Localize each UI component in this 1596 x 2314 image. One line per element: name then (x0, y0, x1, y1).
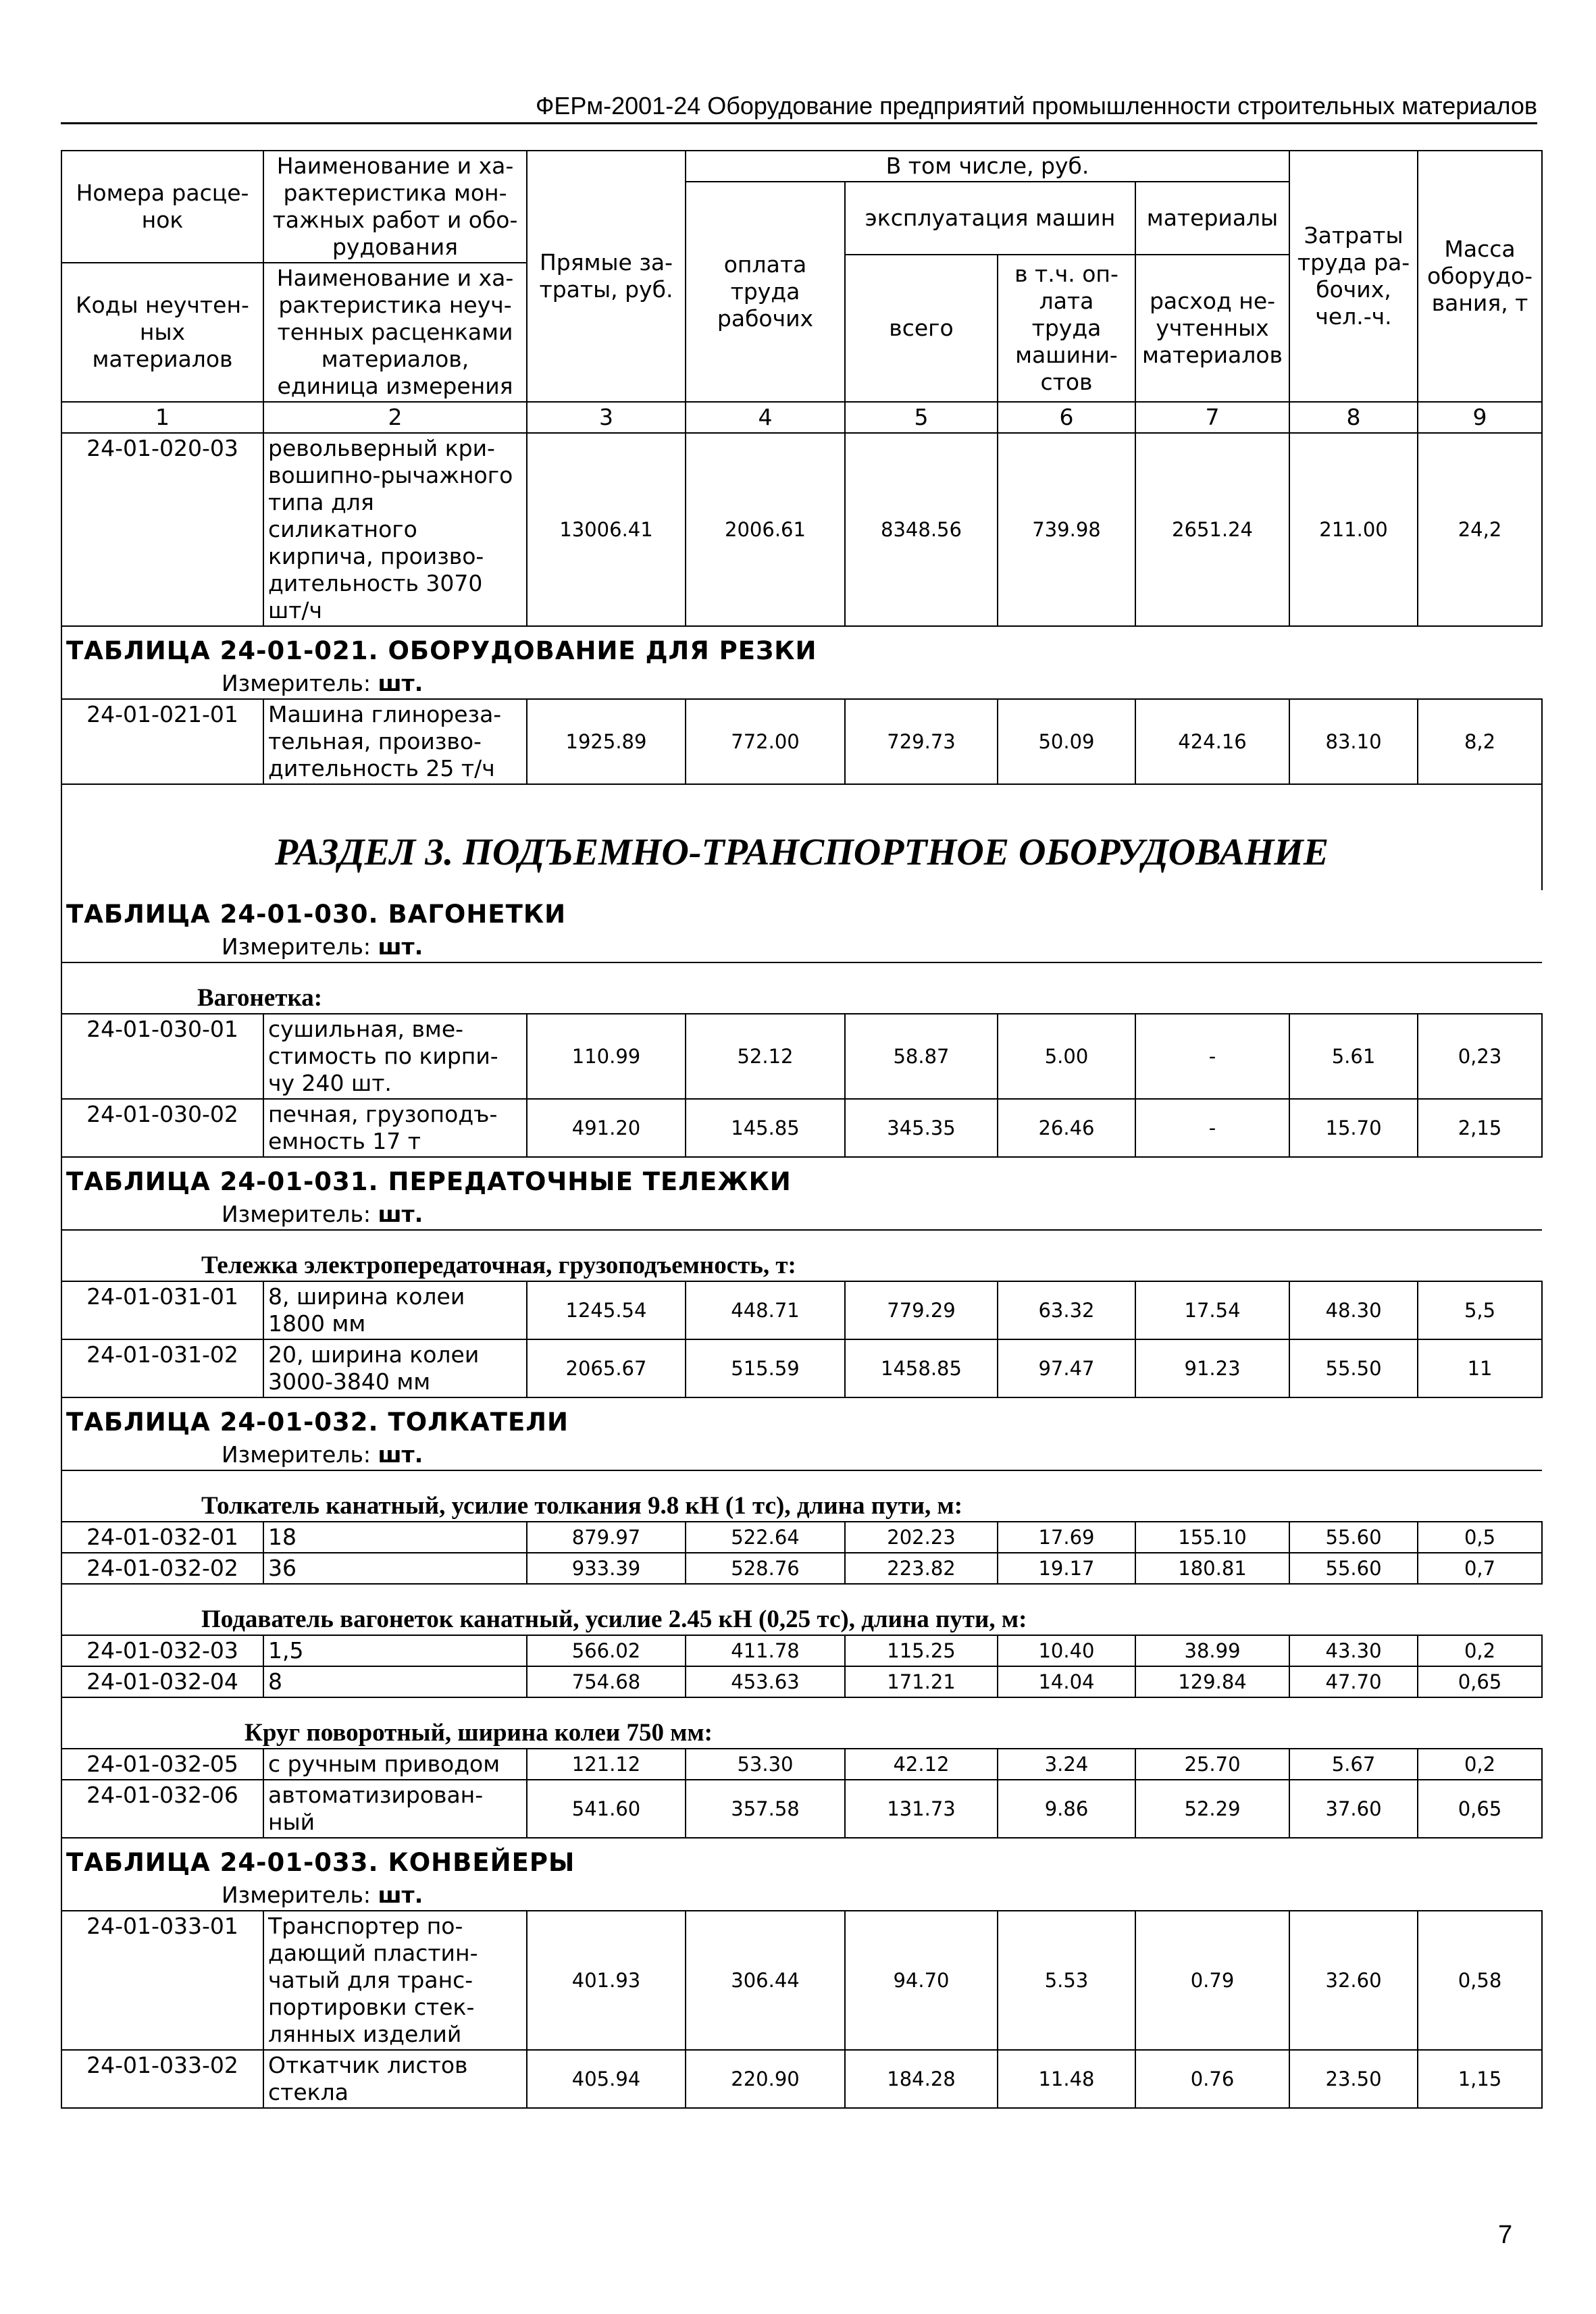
measure-unit: шт. (378, 670, 423, 696)
labor-hours: 15.70 (1289, 1099, 1418, 1157)
machines-total: 42.12 (845, 1749, 998, 1780)
machines-total: 202.23 (845, 1522, 998, 1553)
measure (61, 932, 1542, 962)
materials-cost: 0.79 (1135, 1911, 1289, 2050)
direct-costs: 13006.41 (527, 433, 686, 626)
operator-pay: 9.86 (998, 1780, 1135, 1838)
machines-total: 131.73 (845, 1780, 998, 1838)
machines-total: 345.35 (845, 1099, 998, 1157)
page-header: ФЕРм-2001-24 Оборудование предприятий промышленности строительных материалов (61, 91, 1537, 124)
equipment-mass: 2,15 (1418, 1099, 1542, 1157)
equipment-mass: 0,58 (1418, 1911, 1542, 2050)
table-row (61, 1553, 1542, 1584)
equipment-mass: 5,5 (1418, 1281, 1542, 1339)
labor-hours: 55.50 (1289, 1339, 1418, 1397)
table-row (61, 1339, 1542, 1397)
worker-pay: 448.71 (686, 1281, 845, 1339)
equipment-mass: 24,2 (1418, 433, 1542, 626)
direct-costs: 541.60 (527, 1780, 686, 1838)
worker-pay: 522.64 (686, 1522, 845, 1553)
equipment-mass: 0,5 (1418, 1522, 1542, 1553)
worker-pay: 411.78 (686, 1635, 845, 1666)
materials-cost: 155.10 (1135, 1522, 1289, 1553)
rate-code: 24-01-031-01 (61, 1281, 263, 1339)
equipment-mass: 0,23 (1418, 1014, 1542, 1099)
equipment-mass: 1,15 (1418, 2050, 1542, 2108)
rate-code: 24-01-031-02 (61, 1339, 263, 1397)
measure (61, 669, 1542, 699)
machines-total: 729.73 (845, 699, 998, 784)
direct-costs: 879.97 (527, 1522, 686, 1553)
subheading-row (61, 1584, 1542, 1635)
column-number: 1 (61, 402, 263, 433)
direct-costs: 754.68 (527, 1666, 686, 1697)
header-worker-pay: оплата труда рабочих (686, 182, 845, 402)
rate-code: 24-01-032-03 (61, 1635, 263, 1666)
column-number: 7 (1135, 402, 1289, 433)
measure-label: Измеритель: (222, 1441, 371, 1468)
column-number: 6 (998, 402, 1135, 433)
rate-name: 8 (263, 1666, 527, 1697)
equipment-mass: 0,2 (1418, 1635, 1542, 1666)
measure (61, 1880, 1542, 1911)
column-number: 2 (263, 402, 527, 433)
measure-unit: шт. (378, 1201, 423, 1227)
worker-pay: 145.85 (686, 1099, 845, 1157)
direct-costs: 566.02 (527, 1635, 686, 1666)
direct-costs: 121.12 (527, 1749, 686, 1780)
measure-label: Измеритель: (222, 933, 371, 960)
machines-total: 184.28 (845, 2050, 998, 2108)
worker-pay: 528.76 (686, 1553, 845, 1584)
labor-hours: 55.60 (1289, 1553, 1418, 1584)
measure (61, 1440, 1542, 1470)
column-numbers-row (61, 402, 1542, 433)
machines-total: 171.21 (845, 1666, 998, 1697)
operator-pay: 739.98 (998, 433, 1135, 626)
direct-costs: 491.20 (527, 1099, 686, 1157)
equipment-mass: 0,2 (1418, 1749, 1542, 1780)
table-row (61, 1522, 1542, 1553)
column-number: 5 (845, 402, 998, 433)
header-machines-total: всего (845, 255, 998, 402)
rate-code: 24-01-032-05 (61, 1749, 263, 1780)
labor-hours: 55.60 (1289, 1522, 1418, 1553)
column-number: 8 (1289, 402, 1418, 433)
materials-cost: - (1135, 1014, 1289, 1099)
equipment-mass: 0,65 (1418, 1666, 1542, 1697)
rate-name: 18 (263, 1522, 527, 1553)
labor-hours: 47.70 (1289, 1666, 1418, 1697)
rate-name: 20, ширина колеи 3000-3840 мм (263, 1339, 527, 1397)
equipment-mass: 0,65 (1418, 1780, 1542, 1838)
equipment-mass: 8,2 (1418, 699, 1542, 784)
labor-hours: 37.60 (1289, 1780, 1418, 1838)
materials-cost: - (1135, 1099, 1289, 1157)
table-row (61, 1780, 1542, 1838)
direct-costs: 110.99 (527, 1014, 686, 1099)
direct-costs: 2065.67 (527, 1339, 686, 1397)
operator-pay: 3.24 (998, 1749, 1135, 1780)
machines-total: 94.70 (845, 1911, 998, 2050)
rate-code: 24-01-021-01 (61, 699, 263, 784)
worker-pay: 53.30 (686, 1749, 845, 1780)
table-row (61, 1099, 1542, 1157)
operator-pay: 5.00 (998, 1014, 1135, 1099)
measure-unit: шт. (378, 1441, 423, 1468)
table-title-row (61, 1838, 1542, 1880)
page-number: 7 (1498, 2221, 1513, 2249)
labor-hours: 211.00 (1289, 433, 1418, 626)
table-row (61, 1749, 1542, 1780)
machines-total: 223.82 (845, 1553, 998, 1584)
subheading: Толкатель канатный, усилие толкания 9.8 кН (1 тс), длина пути, м: (61, 1470, 1542, 1522)
rate-name: 36 (263, 1553, 527, 1584)
rates-table (61, 150, 1543, 2109)
table-title: ТАБЛИЦА 24-01-031. ПЕРЕДАТОЧНЫЕ ТЕЛЕЖКИ (61, 1157, 1542, 1200)
materials-cost: 91.23 (1135, 1339, 1289, 1397)
measure-row (61, 932, 1542, 962)
worker-pay: 515.59 (686, 1339, 845, 1397)
header-in-total: В том числе, руб. (686, 151, 1289, 182)
operator-pay: 26.46 (998, 1099, 1135, 1157)
machines-total: 58.87 (845, 1014, 998, 1099)
worker-pay: 2006.61 (686, 433, 845, 626)
measure (61, 1200, 1542, 1230)
table-row (61, 699, 1542, 784)
worker-pay: 52.12 (686, 1014, 845, 1099)
labor-hours: 83.10 (1289, 699, 1418, 784)
header-direct-costs: Прямые за-траты, руб. (527, 151, 686, 402)
table-title-row (61, 1157, 1542, 1200)
table-row (61, 433, 1542, 626)
subheading-row (61, 1470, 1542, 1522)
header-unaccounted-materials: расход не-учтенных материалов (1135, 255, 1289, 402)
worker-pay: 357.58 (686, 1780, 845, 1838)
table-row (61, 2050, 1542, 2108)
direct-costs: 1245.54 (527, 1281, 686, 1339)
labor-hours: 48.30 (1289, 1281, 1418, 1339)
materials-cost: 424.16 (1135, 699, 1289, 784)
operator-pay: 19.17 (998, 1553, 1135, 1584)
operator-pay: 11.48 (998, 2050, 1135, 2108)
subheading: Тележка электропередаточная, грузоподъемность, т: (61, 1230, 1542, 1281)
header-equipment-mass: Масса оборудо-вания, т (1418, 151, 1542, 402)
subheading: Подаватель вагонеток канатный, усилие 2.45 кН (0,25 тс), длина пути, м: (61, 1584, 1542, 1635)
direct-costs: 1925.89 (527, 699, 686, 784)
header-rate-numbers: Номера расце-нок (61, 151, 263, 263)
rate-name: печная, грузоподъ-емность 17 т (263, 1099, 527, 1157)
table-title: ТАБЛИЦА 24-01-030. ВАГОНЕТКИ (61, 890, 1542, 932)
materials-cost: 25.70 (1135, 1749, 1289, 1780)
subheading-row (61, 1697, 1542, 1749)
rate-code: 24-01-033-01 (61, 1911, 263, 2050)
measure-row (61, 1200, 1542, 1230)
section-row (61, 784, 1542, 890)
header-materials-name: Наименование и ха-рактеристика неуч-тенных расценками материалов, единица измерения (263, 263, 527, 402)
operator-pay: 5.53 (998, 1911, 1135, 2050)
table-title: ТАБЛИЦА 24-01-021. ОБОРУДОВАНИЕ ДЛЯ РЕЗКИ (61, 626, 1542, 669)
measure-label: Измеритель: (222, 1882, 371, 1908)
rate-code: 24-01-032-04 (61, 1666, 263, 1697)
materials-cost: 52.29 (1135, 1780, 1289, 1838)
measure-row (61, 1880, 1542, 1911)
rate-name: с ручным приводом (263, 1749, 527, 1780)
labor-hours: 32.60 (1289, 1911, 1418, 2050)
rate-code: 24-01-033-02 (61, 2050, 263, 2108)
subheading: Вагонетка: (61, 962, 1542, 1014)
subheading-row (61, 1230, 1542, 1281)
materials-cost: 38.99 (1135, 1635, 1289, 1666)
table-row (61, 1635, 1542, 1666)
header-material-codes: Коды неучтен-ных материалов (61, 263, 263, 402)
machines-total: 779.29 (845, 1281, 998, 1339)
equipment-mass: 0,7 (1418, 1553, 1542, 1584)
materials-cost: 2651.24 (1135, 433, 1289, 626)
operator-pay: 97.47 (998, 1339, 1135, 1397)
operator-pay: 17.69 (998, 1522, 1135, 1553)
table-row (61, 1666, 1542, 1697)
measure-row (61, 669, 1542, 699)
labor-hours: 5.61 (1289, 1014, 1418, 1099)
header-labor-costs: Затраты труда ра-бочих, чел.-ч. (1289, 151, 1418, 402)
rate-name: 1,5 (263, 1635, 527, 1666)
rate-name: сушильная, вме-стимость по кирпи-чу 240 шт. (263, 1014, 527, 1099)
direct-costs: 401.93 (527, 1911, 686, 2050)
table-row (61, 1911, 1542, 2050)
worker-pay: 772.00 (686, 699, 845, 784)
rate-code: 24-01-032-01 (61, 1522, 263, 1553)
direct-costs: 933.39 (527, 1553, 686, 1584)
measure-label: Измеритель: (222, 670, 371, 696)
rate-name: Транспортер по-дающий пластин-чатый для транс-портировки стек-лянных изделий (263, 1911, 527, 2050)
operator-pay: 50.09 (998, 699, 1135, 784)
rate-code: 24-01-030-01 (61, 1014, 263, 1099)
measure-label: Измеритель: (222, 1201, 371, 1227)
rate-code: 24-01-020-03 (61, 433, 263, 626)
measure-unit: шт. (378, 1882, 423, 1908)
rate-name: автоматизирован-ный (263, 1780, 527, 1838)
rate-code: 24-01-030-02 (61, 1099, 263, 1157)
operator-pay: 14.04 (998, 1666, 1135, 1697)
measure-row (61, 1440, 1542, 1470)
rate-name: Откатчик листов стекла (263, 2050, 527, 2108)
column-number: 3 (527, 402, 686, 433)
rate-code: 24-01-032-06 (61, 1780, 263, 1838)
table-title-row (61, 1397, 1542, 1440)
materials-cost: 180.81 (1135, 1553, 1289, 1584)
rate-code: 24-01-032-02 (61, 1553, 263, 1584)
table-title: ТАБЛИЦА 24-01-033. КОНВЕЙЕРЫ (61, 1838, 1542, 1880)
subheading: Круг поворотный, ширина колеи 750 мм: (61, 1697, 1542, 1749)
rate-name: Машина глинореза-тельная, произво-дительность 25 т/ч (263, 699, 527, 784)
table-title-row (61, 626, 1542, 669)
materials-cost: 17.54 (1135, 1281, 1289, 1339)
labor-hours: 43.30 (1289, 1635, 1418, 1666)
table-header-row-1 (61, 151, 1542, 182)
machines-total: 115.25 (845, 1635, 998, 1666)
table-row (61, 1014, 1542, 1099)
header-materials: материалы (1135, 182, 1289, 255)
worker-pay: 220.90 (686, 2050, 845, 2108)
section-title: РАЗДЕЛ 3. ПОДЪЕМНО-ТРАНСПОРТНОЕ ОБОРУДОВАНИЕ (61, 784, 1542, 890)
column-number: 4 (686, 402, 845, 433)
rate-name: револьверный кри-вошипно-рычажного типа для силикатного кирпича, произво-дительность 3070 шт/ч (263, 433, 527, 626)
measure-unit: шт. (378, 933, 423, 960)
column-number: 9 (1418, 402, 1542, 433)
rate-name: 8, ширина колеи 1800 мм (263, 1281, 527, 1339)
subheading-row (61, 962, 1542, 1014)
header-machines: эксплуатация машин (845, 182, 1135, 255)
machines-total: 1458.85 (845, 1339, 998, 1397)
operator-pay: 63.32 (998, 1281, 1135, 1339)
labor-hours: 5.67 (1289, 1749, 1418, 1780)
materials-cost: 129.84 (1135, 1666, 1289, 1697)
machines-total: 8348.56 (845, 433, 998, 626)
table-row (61, 1281, 1542, 1339)
header-operator-pay: в т.ч. оп-лата труда машини-стов (998, 255, 1135, 402)
table-title-row (61, 890, 1542, 932)
labor-hours: 23.50 (1289, 2050, 1418, 2108)
header-works-name: Наименование и ха-рактеристика мон-тажных работ и обо-рудования (263, 151, 527, 263)
worker-pay: 306.44 (686, 1911, 845, 2050)
table-title: ТАБЛИЦА 24-01-032. ТОЛКАТЕЛИ (61, 1397, 1542, 1440)
operator-pay: 10.40 (998, 1635, 1135, 1666)
equipment-mass: 11 (1418, 1339, 1542, 1397)
materials-cost: 0.76 (1135, 2050, 1289, 2108)
worker-pay: 453.63 (686, 1666, 845, 1697)
direct-costs: 405.94 (527, 2050, 686, 2108)
